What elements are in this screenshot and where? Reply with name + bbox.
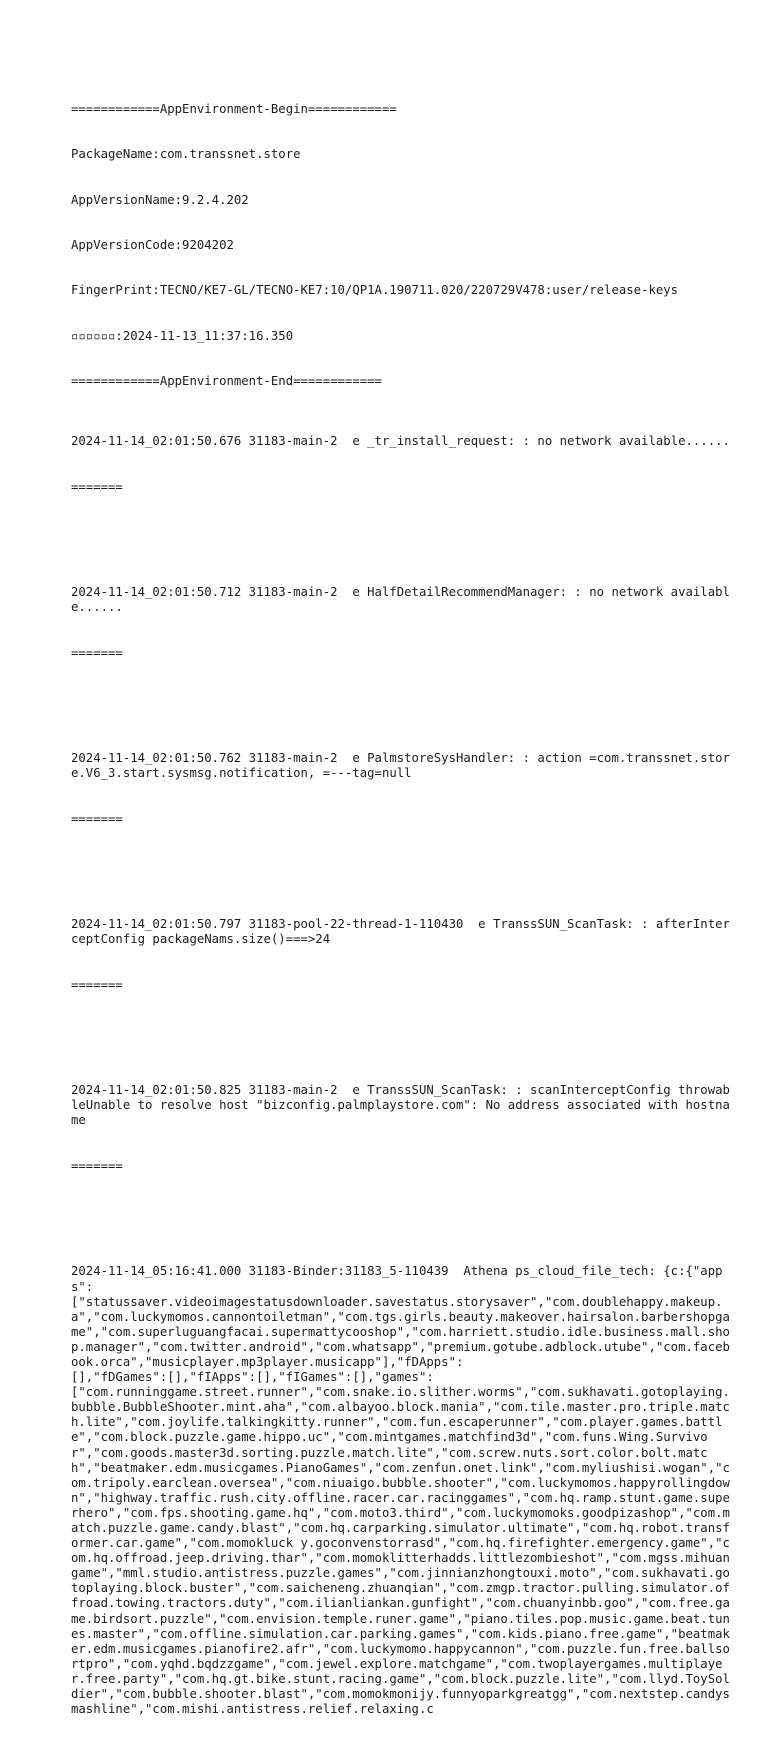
blank-line [71,691,731,706]
env-time-line: ▫▫▫▫▫▫:2024-11-13_11:37:16.350 [71,328,294,343]
entry-separator: ======= [71,479,123,494]
entry-separator: ======= [71,811,123,826]
log-entry: 2024-11-14_02:01:50.712 31183-main-2 e HalfDetailRecommendManager: : no network available...... [71,585,730,615]
package-name-line: PackageName:com.transsnet.store [71,147,301,162]
entry-separator: ======= [71,645,123,660]
blank-line [71,525,731,540]
log-entry-cloud-file: 2024-11-14_05:16:41.000 31183-Binder:31183_5-110439 Athena ps_cloud_file_tech: {c:{"apps": ["statussaver.videoimagestatusdownloader.savestatus.storysaver","com.doublehappy.makeup.a","com.luckymomos.cannontoiletman","com.tgs.girls.beauty.makeover.hairsalon.barbershopgame","com.superluguangfacai.supermattycooshop","com.harriett.studio.idle.business.mall.shop.manager","com.twitter.android","com.whatsapp","premium.gotube.adblock.utube","com.facebook.orca","musicplayer.mp3player.musicapp"],"fDApps": [],"fDGames":[],"fIApps":[],"fIGames":[],"games": ["com.runninggame.street.runner","com.snake.io.slither.worms","com.sukhavati.gotoplaying.bubble.BubbleShooter.mint.aha","com.albayoo.block.mania","com.tile.master.pro.triple.match.lite","com.joylife.talkingkitty.runner","com.fun.escaperunner","com.player.games.battle","com.block.puzzle.game.hippo.uc","com.mintgames.matchfind3d","com.funs.Wing.Survivor","com.goods.master3d.sorting.puzzle.match.lite","com.screw.nuts.sort.color.bolt.match","beatmaker.edm.musicgames.PianoGames","com.zenfun.onet.link","com.myliushisi.wogan","com.tripoly.earclean.oversea","com.niuaigo.bubble.shooter","com.luckymomos.happyrollingdown","highway.traffic.rush.city.offline.racer.car.racinggames","com.hq.ramp.stunt.game.superhero","com.fps.shooting.game.hq","com.moto3.third","com.luckymomoks.goodpizashop","com.match.puzzle.game.candy.blast","com.hq.carparking.simulator.ultimate","com.hq.robot.transformer.car.game","com.momokluck y.goconvenstorrasd","com.hq.firefighter.emergency.game","com.hq.offroad.jeep.driving.thar","com.momoklitterhadds.littlezombieshot","com.mgss.mihuangame","mml.studio.antistress.puzzle.games","com.jinnianzhongtouxi.moto","com.sukhavati.gotoplaying.block.buster","com.saicheneng.zhuanqian","com.zmgp.tractor.pulling.simulator.offroad.towing.tractors.duty","com.ilianliankan.gunfight","com.chuanyinbb.goo","com.free.game.birdsort.puzzle","com.envision.temple.runer.game","piano.tiles.pop.music.game.beat.tunes.master","com.offline.simulation.car.parking.games","com.kids.piano.free.game","beatmaker.edm.musicgames.pianofire2.afr","com.luckymomo.happycannon","com.puzzle.fun.free.ballsortpro","com.yqhd.bqdzzgame","com.jewel.explore.matchgame","com.twoplayergames.multiplayer.free.party","com.hq.gt.bike.stunt.racing.game","com.block.puzzle.lite","com.llyd.ToySoldier","com.bubble.shooter.blast","com.momokmonijy.funnyoparkgreatgg","com.nextstep.candysmashline","com.mishi.antistress.relief.relaxing.c [71,1264,730,1717]
entry-separator: ======= [71,977,123,992]
env-begin-line: ============AppEnvironment-Begin============ [71,102,397,117]
log-entry: 2024-11-14_02:01:50.797 31183-pool-22-thread-1-110430 e TranssSUN_ScanTask: : afterInterceptConfig packageNams.size()===>24 [71,917,730,947]
version-name-line: AppVersionName:9.2.4.202 [71,192,249,207]
fingerprint-line: FingerPrint:TECNO/KE7-GL/TECNO-KE7:10/QP1A.190711.020/220729V478:user/release-keys [71,283,679,298]
blank-line [71,857,731,872]
log-entry: 2024-11-14_02:01:50.762 31183-main-2 e PalmstoreSysHandler: : action =com.transsnet.store.V6_3.start.sysmsg.notification, =---tag=null [71,751,730,781]
env-end-line: ============AppEnvironment-End============ [71,373,382,388]
version-code-line: AppVersionCode:9204202 [71,238,234,253]
blank-line [71,1023,731,1038]
log-text [71,72,731,1747]
log-entry: 2024-11-14_02:01:50.825 31183-main-2 e TranssSUN_ScanTask: : scanInterceptConfig throwableUnable to resolve host "bizconfig.palmplaystore.com": No address associated with hostname [71,1083,730,1128]
log-entry: 2024-11-14_02:01:50.676 31183-main-2 e _tr_install_request: : no network available...... [71,434,730,449]
entry-separator: ======= [71,1158,123,1173]
blank-line [71,1204,731,1219]
